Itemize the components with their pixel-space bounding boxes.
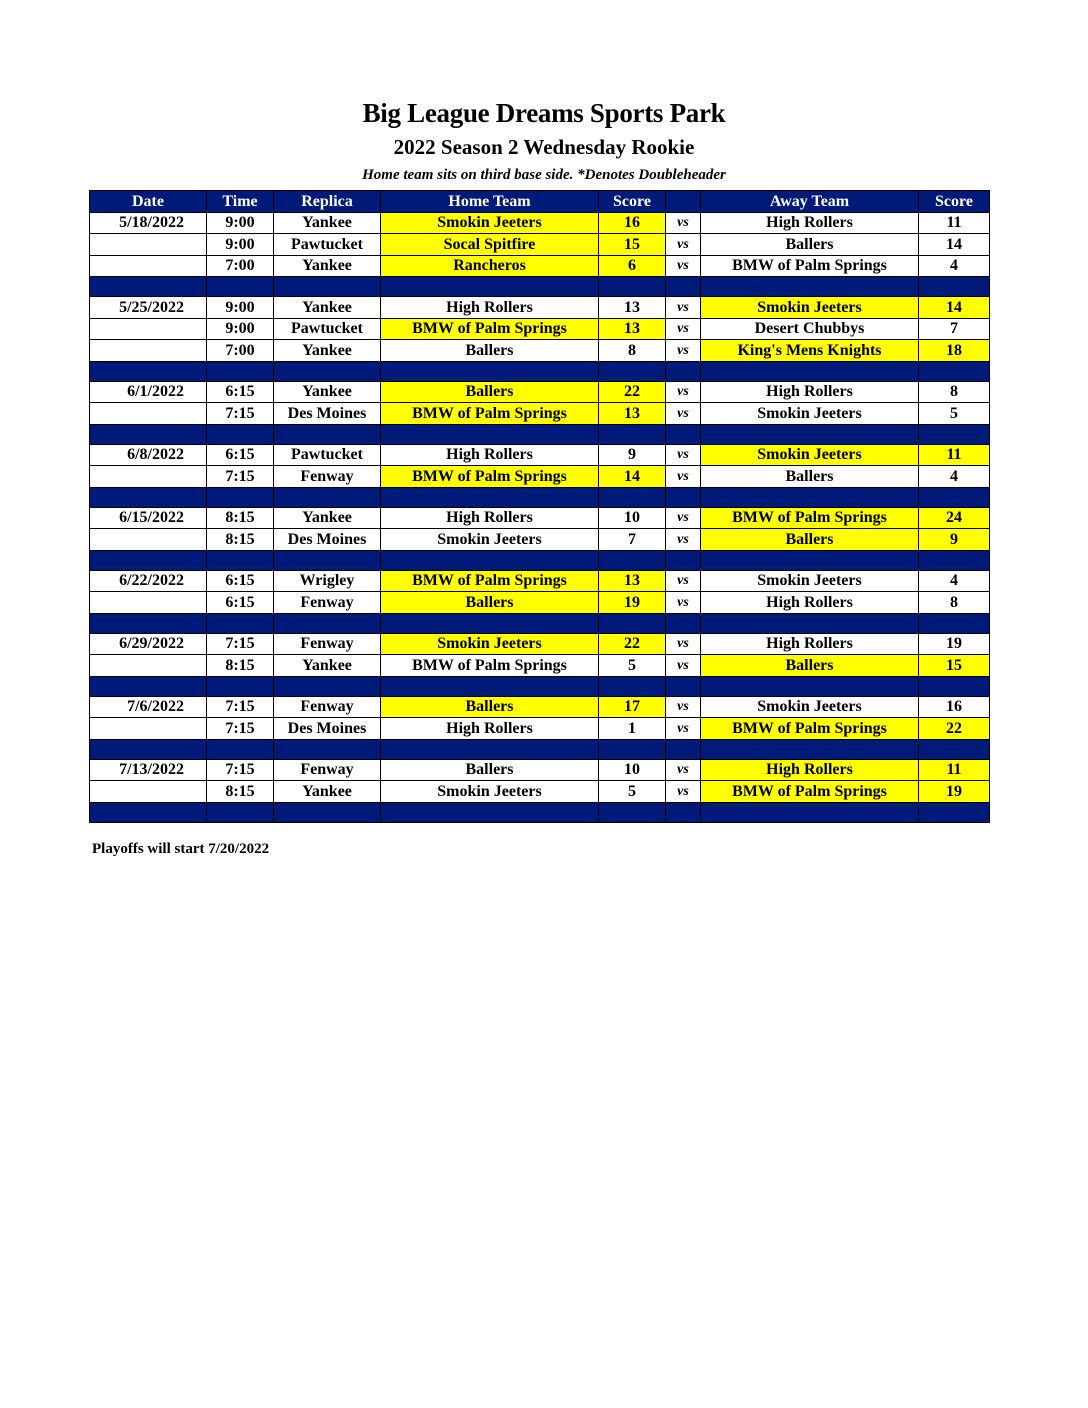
separator-cell	[274, 361, 381, 381]
away-score-cell: 11	[919, 759, 990, 781]
away-score-cell: 8	[919, 381, 990, 403]
separator-cell	[599, 361, 666, 381]
away-team-cell: BMW of Palm Springs	[701, 507, 919, 529]
separator-cell	[599, 277, 666, 297]
away-score-cell: 9	[919, 529, 990, 551]
vs-cell: vs	[666, 381, 701, 403]
date-cell: 5/18/2022	[90, 212, 207, 234]
separator-cell	[919, 676, 990, 696]
game-row	[90, 403, 990, 425]
separator-cell	[381, 277, 599, 297]
replica-cell: Des Moines	[274, 529, 381, 551]
separator-cell	[207, 613, 274, 633]
separator-cell	[919, 613, 990, 633]
separator-cell	[90, 613, 207, 633]
column-header-home-team: Home Team	[381, 191, 599, 213]
replica-cell: Yankee	[274, 297, 381, 319]
time-cell: 7:00	[207, 340, 274, 362]
date-cell	[90, 340, 207, 362]
replica-cell: Yankee	[274, 340, 381, 362]
away-score-cell: 7	[919, 318, 990, 340]
date-cell: 7/6/2022	[90, 696, 207, 718]
away-team-cell: BMW of Palm Springs	[701, 718, 919, 740]
week-separator	[90, 739, 990, 759]
header-row	[90, 191, 990, 213]
game-row	[90, 529, 990, 551]
replica-cell: Yankee	[274, 381, 381, 403]
date-cell: 6/1/2022	[90, 381, 207, 403]
schedule-table	[89, 190, 990, 823]
date-cell	[90, 718, 207, 740]
replica-cell: Wrigley	[274, 570, 381, 592]
home-team-cell: Ballers	[381, 592, 599, 614]
separator-cell	[381, 424, 599, 444]
separator-cell	[701, 550, 919, 570]
column-header-away-score: Score	[919, 191, 990, 213]
replica-cell: Pawtucket	[274, 318, 381, 340]
week-separator	[90, 676, 990, 696]
date-cell	[90, 592, 207, 614]
separator-cell	[599, 676, 666, 696]
home-score-cell: 7	[599, 529, 666, 551]
away-team-cell: Ballers	[701, 529, 919, 551]
time-cell: 6:15	[207, 592, 274, 614]
home-team-cell: Rancheros	[381, 255, 599, 277]
time-cell: 9:00	[207, 212, 274, 234]
replica-cell: Yankee	[274, 212, 381, 234]
away-score-cell: 8	[919, 592, 990, 614]
away-score-cell: 15	[919, 655, 990, 677]
away-score-cell: 14	[919, 297, 990, 319]
home-score-cell: 5	[599, 655, 666, 677]
home-score-cell: 5	[599, 781, 666, 803]
vs-cell: vs	[666, 592, 701, 614]
home-score-cell: 8	[599, 340, 666, 362]
away-score-cell: 22	[919, 718, 990, 740]
home-score-cell: 22	[599, 633, 666, 655]
date-cell	[90, 529, 207, 551]
column-header-home-score: Score	[599, 191, 666, 213]
away-team-cell: Desert Chubbys	[701, 318, 919, 340]
separator-cell	[381, 676, 599, 696]
away-team-cell: King's Mens Knights	[701, 340, 919, 362]
away-team-cell: Smokin Jeeters	[701, 403, 919, 425]
week-separator	[90, 613, 990, 633]
separator-cell	[919, 487, 990, 507]
home-score-cell: 10	[599, 507, 666, 529]
column-header-away-team: Away Team	[701, 191, 919, 213]
separator-cell	[599, 613, 666, 633]
away-score-cell: 19	[919, 633, 990, 655]
home-score-cell: 13	[599, 403, 666, 425]
separator-cell	[381, 361, 599, 381]
time-cell: 6:15	[207, 381, 274, 403]
time-cell: 7:15	[207, 696, 274, 718]
separator-cell	[666, 613, 701, 633]
vs-cell: vs	[666, 529, 701, 551]
home-team-cell: Smokin Jeeters	[381, 529, 599, 551]
away-score-cell: 5	[919, 403, 990, 425]
date-cell	[90, 234, 207, 256]
separator-cell	[666, 550, 701, 570]
vs-cell: vs	[666, 759, 701, 781]
replica-cell: Pawtucket	[274, 444, 381, 466]
separator-cell	[207, 802, 274, 822]
separator-cell	[207, 361, 274, 381]
home-score-cell: 13	[599, 318, 666, 340]
separator-cell	[919, 550, 990, 570]
separator-cell	[701, 277, 919, 297]
game-row	[90, 318, 990, 340]
game-row	[90, 655, 990, 677]
time-cell: 9:00	[207, 318, 274, 340]
date-cell	[90, 255, 207, 277]
column-header-vs	[666, 191, 701, 213]
date-cell: 6/29/2022	[90, 633, 207, 655]
home-team-cell: Ballers	[381, 759, 599, 781]
separator-cell	[274, 277, 381, 297]
time-cell: 6:15	[207, 570, 274, 592]
separator-cell	[701, 424, 919, 444]
separator-cell	[666, 277, 701, 297]
time-cell: 8:15	[207, 655, 274, 677]
home-team-cell: High Rollers	[381, 718, 599, 740]
separator-cell	[599, 487, 666, 507]
home-team-cell: High Rollers	[381, 297, 599, 319]
game-row	[90, 570, 990, 592]
home-team-cell: High Rollers	[381, 444, 599, 466]
date-cell: 6/22/2022	[90, 570, 207, 592]
time-cell: 9:00	[207, 297, 274, 319]
vs-cell: vs	[666, 466, 701, 488]
vs-cell: vs	[666, 570, 701, 592]
replica-cell: Des Moines	[274, 403, 381, 425]
home-score-cell: 17	[599, 696, 666, 718]
away-team-cell: Smokin Jeeters	[701, 297, 919, 319]
vs-cell: vs	[666, 255, 701, 277]
game-row	[90, 340, 990, 362]
separator-cell	[599, 739, 666, 759]
replica-cell: Fenway	[274, 633, 381, 655]
game-row	[90, 444, 990, 466]
game-row	[90, 381, 990, 403]
game-row	[90, 781, 990, 803]
home-team-cell: BMW of Palm Springs	[381, 403, 599, 425]
time-cell: 8:15	[207, 529, 274, 551]
separator-cell	[666, 424, 701, 444]
vs-cell: vs	[666, 444, 701, 466]
separator-cell	[919, 802, 990, 822]
away-score-cell: 18	[919, 340, 990, 362]
away-score-cell: 19	[919, 781, 990, 803]
separator-cell	[274, 424, 381, 444]
separator-cell	[666, 676, 701, 696]
separator-cell	[599, 424, 666, 444]
separator-cell	[701, 676, 919, 696]
date-cell	[90, 403, 207, 425]
vs-cell: vs	[666, 781, 701, 803]
home-team-cell: Ballers	[381, 381, 599, 403]
replica-cell: Fenway	[274, 696, 381, 718]
separator-cell	[599, 550, 666, 570]
date-cell: 6/8/2022	[90, 444, 207, 466]
time-cell: 7:15	[207, 759, 274, 781]
separator-cell	[701, 487, 919, 507]
home-score-cell: 19	[599, 592, 666, 614]
separator-cell	[207, 277, 274, 297]
separator-cell	[90, 277, 207, 297]
time-cell: 7:15	[207, 466, 274, 488]
separator-cell	[90, 361, 207, 381]
vs-cell: vs	[666, 212, 701, 234]
home-team-cell: Smokin Jeeters	[381, 781, 599, 803]
game-row	[90, 507, 990, 529]
time-cell: 6:15	[207, 444, 274, 466]
away-team-cell: Ballers	[701, 466, 919, 488]
away-score-cell: 4	[919, 570, 990, 592]
home-score-cell: 16	[599, 212, 666, 234]
vs-cell: vs	[666, 297, 701, 319]
date-cell	[90, 466, 207, 488]
away-team-cell: Smokin Jeeters	[701, 696, 919, 718]
away-team-cell: High Rollers	[701, 592, 919, 614]
home-score-cell: 9	[599, 444, 666, 466]
away-score-cell: 4	[919, 466, 990, 488]
home-score-cell: 10	[599, 759, 666, 781]
separator-cell	[90, 550, 207, 570]
separator-cell	[207, 739, 274, 759]
separator-cell	[381, 550, 599, 570]
separator-cell	[90, 676, 207, 696]
game-row	[90, 297, 990, 319]
away-score-cell: 11	[919, 212, 990, 234]
separator-cell	[274, 676, 381, 696]
vs-cell: vs	[666, 340, 701, 362]
replica-cell: Fenway	[274, 592, 381, 614]
home-team-cell: BMW of Palm Springs	[381, 466, 599, 488]
home-score-cell: 22	[599, 381, 666, 403]
date-cell: 7/13/2022	[90, 759, 207, 781]
playoffs-note: Playoffs will start 7/20/2022	[92, 841, 270, 857]
away-team-cell: BMW of Palm Springs	[701, 781, 919, 803]
schedule-note: Home team sits on third base side. *Denotes Doubleheader	[362, 167, 726, 183]
home-team-cell: BMW of Palm Springs	[381, 318, 599, 340]
replica-cell: Yankee	[274, 255, 381, 277]
separator-cell	[919, 277, 990, 297]
separator-cell	[90, 802, 207, 822]
page-title: Big League Dreams Sports Park	[362, 98, 726, 128]
home-score-cell: 14	[599, 466, 666, 488]
separator-cell	[207, 550, 274, 570]
separator-cell	[919, 739, 990, 759]
separator-cell	[274, 802, 381, 822]
replica-cell: Fenway	[274, 466, 381, 488]
away-team-cell: Smokin Jeeters	[701, 570, 919, 592]
away-team-cell: Ballers	[701, 655, 919, 677]
game-row	[90, 633, 990, 655]
home-team-cell: Smokin Jeeters	[381, 212, 599, 234]
away-score-cell: 14	[919, 234, 990, 256]
away-score-cell: 16	[919, 696, 990, 718]
replica-cell: Fenway	[274, 759, 381, 781]
separator-cell	[207, 676, 274, 696]
separator-cell	[274, 487, 381, 507]
separator-cell	[666, 487, 701, 507]
week-separator	[90, 487, 990, 507]
page-subtitle: 2022 Season 2 Wednesday Rookie	[393, 135, 695, 159]
date-cell	[90, 318, 207, 340]
away-score-cell: 11	[919, 444, 990, 466]
column-header-date: Date	[90, 191, 207, 213]
home-score-cell: 15	[599, 234, 666, 256]
home-score-cell: 13	[599, 570, 666, 592]
week-separator	[90, 277, 990, 297]
separator-cell	[207, 487, 274, 507]
vs-cell: vs	[666, 507, 701, 529]
separator-cell	[381, 487, 599, 507]
time-cell: 7:15	[207, 403, 274, 425]
date-cell	[90, 781, 207, 803]
away-score-cell: 4	[919, 255, 990, 277]
game-row	[90, 718, 990, 740]
away-team-cell: High Rollers	[701, 212, 919, 234]
separator-cell	[701, 361, 919, 381]
away-team-cell: High Rollers	[701, 381, 919, 403]
replica-cell: Yankee	[274, 507, 381, 529]
separator-cell	[274, 550, 381, 570]
replica-cell: Des Moines	[274, 718, 381, 740]
away-team-cell: High Rollers	[701, 759, 919, 781]
home-team-cell: BMW of Palm Springs	[381, 570, 599, 592]
home-team-cell: Ballers	[381, 696, 599, 718]
home-score-cell: 13	[599, 297, 666, 319]
game-row	[90, 696, 990, 718]
separator-cell	[274, 739, 381, 759]
vs-cell: vs	[666, 318, 701, 340]
separator-cell	[381, 802, 599, 822]
separator-cell	[90, 739, 207, 759]
home-team-cell: High Rollers	[381, 507, 599, 529]
separator-cell	[701, 613, 919, 633]
away-team-cell: BMW of Palm Springs	[701, 255, 919, 277]
separator-cell	[919, 424, 990, 444]
time-cell: 8:15	[207, 507, 274, 529]
home-score-cell: 1	[599, 718, 666, 740]
separator-cell	[666, 802, 701, 822]
home-score-cell: 6	[599, 255, 666, 277]
separator-cell	[381, 739, 599, 759]
time-cell: 8:15	[207, 781, 274, 803]
schedule-body	[90, 212, 990, 822]
column-header-replica: Replica	[274, 191, 381, 213]
game-row	[90, 759, 990, 781]
separator-cell	[701, 739, 919, 759]
time-cell: 7:00	[207, 255, 274, 277]
away-team-cell: High Rollers	[701, 633, 919, 655]
vs-cell: vs	[666, 403, 701, 425]
away-team-cell: Ballers	[701, 234, 919, 256]
separator-cell	[919, 361, 990, 381]
separator-cell	[599, 802, 666, 822]
replica-cell: Pawtucket	[274, 234, 381, 256]
vs-cell: vs	[666, 718, 701, 740]
vs-cell: vs	[666, 633, 701, 655]
date-cell: 5/25/2022	[90, 297, 207, 319]
week-separator	[90, 424, 990, 444]
week-separator	[90, 550, 990, 570]
vs-cell: vs	[666, 696, 701, 718]
home-team-cell: BMW of Palm Springs	[381, 655, 599, 677]
vs-cell: vs	[666, 234, 701, 256]
game-row	[90, 234, 990, 256]
home-team-cell: Ballers	[381, 340, 599, 362]
separator-cell	[274, 613, 381, 633]
separator-cell	[207, 424, 274, 444]
date-cell	[90, 655, 207, 677]
game-row	[90, 255, 990, 277]
separator-cell	[381, 613, 599, 633]
separator-cell	[666, 739, 701, 759]
away-team-cell: Smokin Jeeters	[701, 444, 919, 466]
week-separator	[90, 802, 990, 822]
separator-cell	[90, 424, 207, 444]
away-score-cell: 24	[919, 507, 990, 529]
date-cell: 6/15/2022	[90, 507, 207, 529]
separator-cell	[701, 802, 919, 822]
time-cell: 9:00	[207, 234, 274, 256]
vs-cell: vs	[666, 655, 701, 677]
separator-cell	[666, 361, 701, 381]
home-team-cell: Socal Spitfire	[381, 234, 599, 256]
game-row	[90, 212, 990, 234]
game-row	[90, 466, 990, 488]
time-cell: 7:15	[207, 718, 274, 740]
replica-cell: Yankee	[274, 781, 381, 803]
column-header-time: Time	[207, 191, 274, 213]
replica-cell: Yankee	[274, 655, 381, 677]
home-team-cell: Smokin Jeeters	[381, 633, 599, 655]
separator-cell	[90, 487, 207, 507]
week-separator	[90, 361, 990, 381]
game-row	[90, 592, 990, 614]
time-cell: 7:15	[207, 633, 274, 655]
